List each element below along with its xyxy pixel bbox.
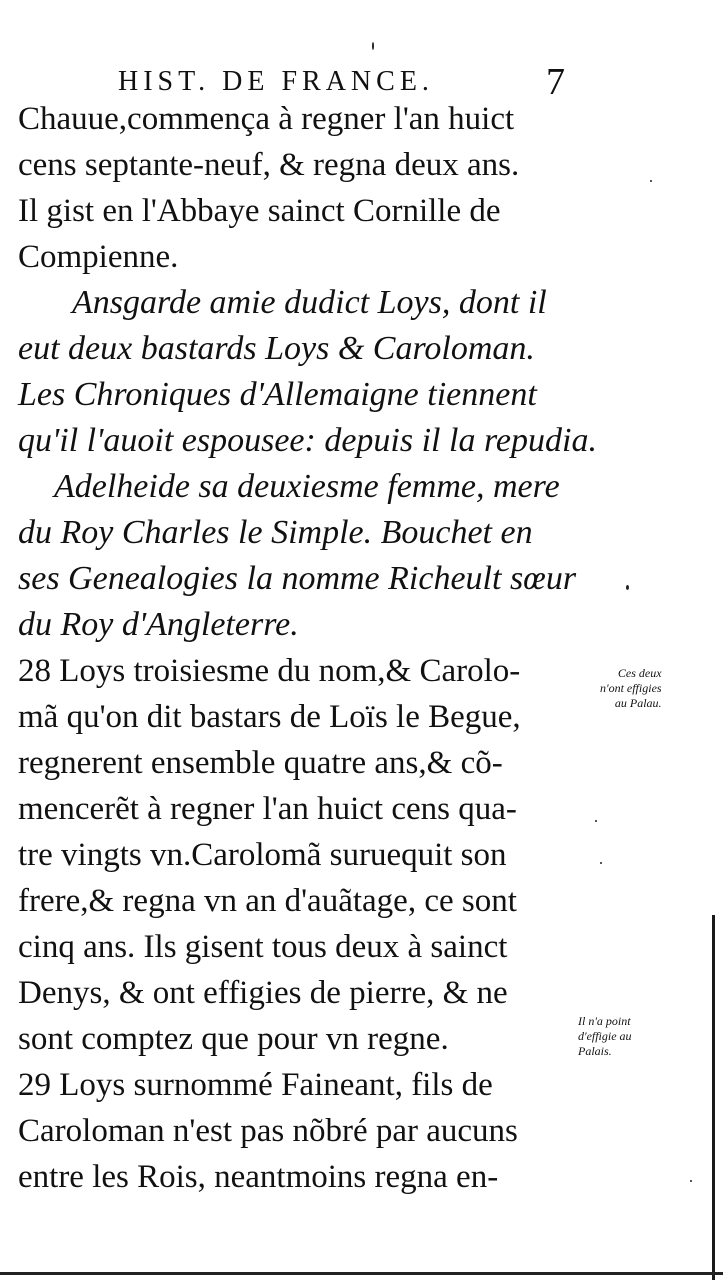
page-bottom-edge <box>0 1272 723 1275</box>
body-line: sont comptez que pour vn regne. <box>18 1021 449 1057</box>
marginal-note-line: au Palau. <box>614 696 662 710</box>
italic-line: du Roy d'Angleterre. <box>18 606 299 643</box>
body-line: tre vingts vn.Carolomã suruequit son <box>18 837 507 873</box>
body-line: mencerẽt à regner l'an huict cens qua- <box>18 791 517 827</box>
body-line: Compienne. <box>18 239 179 275</box>
ink-speck <box>600 862 602 864</box>
body-line: 28 Loys troisiesme du nom,& Carolo- <box>18 653 521 689</box>
marginal-note-effigie <box>578 1014 632 1059</box>
body-line: Il gist en l'Abbaye sainct Cornille de <box>18 193 501 229</box>
italic-line: qu'il l'auoit espousee: depuis il la repudia. <box>18 422 597 459</box>
body-line: cinq ans. Ils gisent tous deux à sainct <box>18 929 508 965</box>
italic-line: Ansgarde amie dudict Loys, dont il <box>72 284 547 321</box>
body-line: frere,& regna vn an d'auãtage, ce sont <box>18 883 517 919</box>
italic-line: Adelheide sa deuxiesme femme, mere <box>54 468 560 505</box>
body-line: Denys, & ont effigies de pierre, & ne <box>18 975 508 1011</box>
body-line: 29 Loys surnommé Faineant, fils de <box>18 1067 493 1103</box>
italic-line: du Roy Charles le Simple. Bouchet en <box>18 514 533 551</box>
marginal-note-line: d'effigie au <box>578 1029 632 1043</box>
marginal-note-line: Ces deux <box>617 666 662 680</box>
body-line: Caroloman n'est pas nõbré par aucuns <box>18 1113 518 1149</box>
italic-line: Les Chroniques d'Allemaigne tiennent <box>18 376 537 413</box>
ink-speck <box>595 820 597 822</box>
ink-speck <box>650 180 652 182</box>
ink-speck <box>626 585 629 590</box>
body-line: cens septante-neuf, & regna deux ans. <box>18 147 520 183</box>
page-edge-line <box>712 915 715 1280</box>
ink-speck <box>690 1180 692 1182</box>
body-line: mã qu'on dit bastars de Loïs le Begue, <box>18 699 521 735</box>
italic-line: ses Genealogies la nomme Richeult sœur <box>18 560 577 597</box>
body-line: entre les Rois, neantmoins regna en- <box>18 1159 499 1195</box>
page-number: 7 <box>546 61 565 103</box>
marginal-note-line: Il n'a point <box>578 1014 631 1028</box>
marginal-note-line: Palais. <box>578 1044 612 1058</box>
marginal-note-line: n'ont effigies <box>600 681 662 695</box>
running-title: HIST. DE FRANCE. <box>118 66 434 97</box>
italic-line: eut deux bastards Loys & Caroloman. <box>18 330 535 367</box>
marginal-note-effigies <box>600 666 662 711</box>
ink-speck <box>372 42 374 50</box>
body-line: regnerent ensemble quatre ans,& cõ- <box>18 745 503 781</box>
body-line: Chauue,commença à regner l'an huict <box>18 101 515 137</box>
